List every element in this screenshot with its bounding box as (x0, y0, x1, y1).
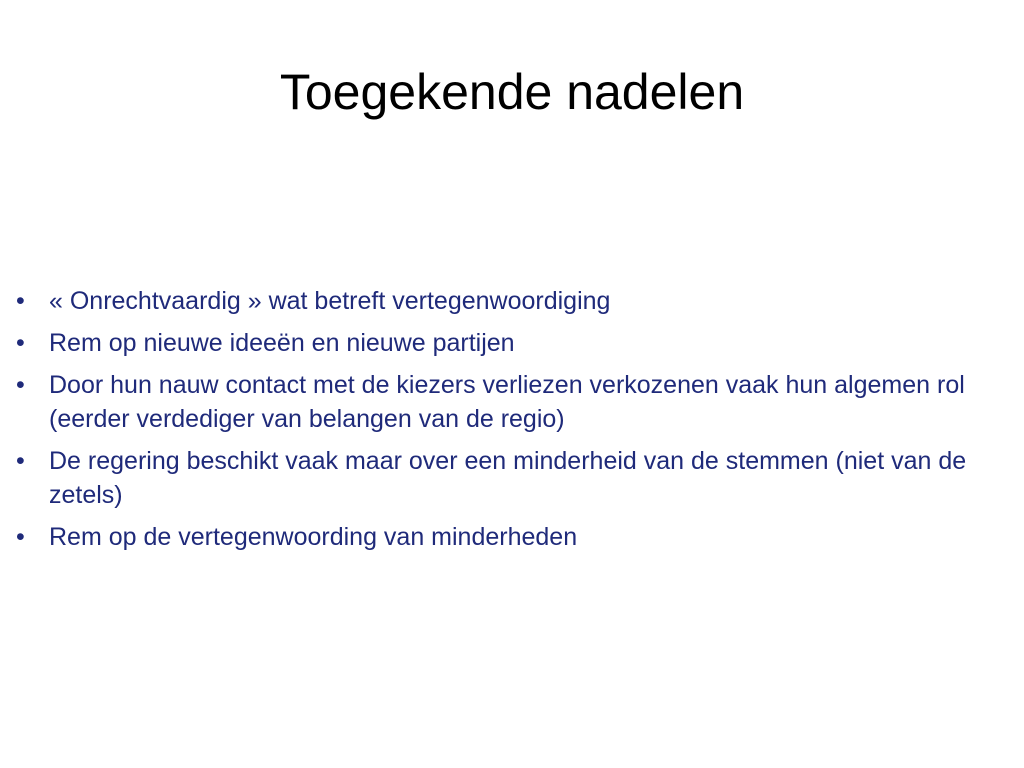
bullet-text: « Onrechtvaardig » wat betreft vertegenwoordiging (49, 287, 611, 315)
bullet-icon: • (16, 287, 25, 315)
list-item (16, 444, 996, 512)
bullet-text: De regering beschikt vaak maar over een minderheid van de stemmen (niet van de zetels) (49, 447, 967, 509)
bullet-text: Rem op nieuwe ideeën en nieuwe partijen (49, 329, 515, 357)
list-item (16, 326, 996, 360)
list-item (16, 284, 996, 318)
bullet-text: Door hun nauw contact met de kiezers verliezen verkozenen vaak hun algemen rol (eerder verdediger van belangen van de regio) (49, 371, 965, 433)
bullet-list (16, 284, 996, 562)
bullet-icon: • (16, 447, 25, 475)
bullet-icon: • (16, 329, 25, 357)
list-item (16, 520, 996, 554)
bullet-text: Rem op de vertegenwoording van minderheden (49, 523, 578, 551)
bullet-icon: • (16, 523, 25, 551)
slide-title: Toegekende nadelen (279, 64, 745, 120)
list-item (16, 368, 996, 436)
bullet-icon: • (16, 371, 25, 399)
